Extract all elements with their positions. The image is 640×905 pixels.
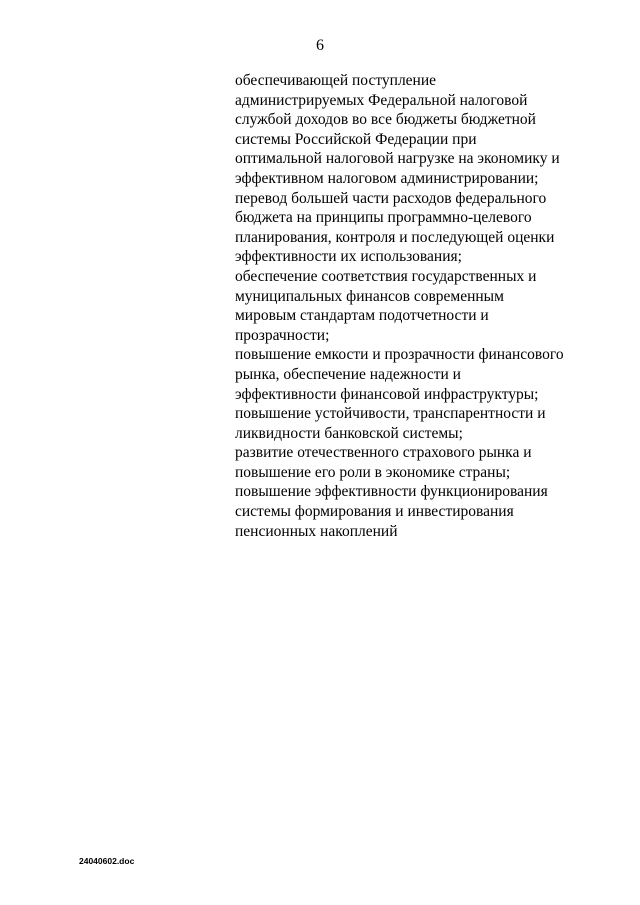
text-line: эффективности их использования; <box>235 248 462 266</box>
text-line: рынка, обеспечение надежности и <box>235 365 461 383</box>
page-number: 6 <box>316 37 324 54</box>
text-line: повышение устойчивости, транспарентности и <box>235 405 546 423</box>
text-line: ликвидности банковской системы; <box>235 424 463 442</box>
text-line: обеспечение соответствия государственных и <box>235 267 537 285</box>
text-line: мировым стандартам подотчетности и <box>235 307 489 325</box>
text-line: планирования, контроля и последующей оценки <box>235 228 555 246</box>
text-line: развитие отечественного страхового рынка и <box>235 444 532 462</box>
text-line: эффективности финансовой инфраструктуры; <box>235 385 539 403</box>
text-line: системы формирования и инвестирования <box>235 503 514 521</box>
text-line: повышение его роли в экономике страны; <box>235 463 511 481</box>
text-line: бюджета на принципы программно-целевого <box>235 209 532 227</box>
text-line: службой доходов во все бюджеты бюджетной <box>235 111 536 129</box>
text-line: оптимальной налоговой нагрузке на экономику и <box>235 150 560 168</box>
text-line: обеспечивающей поступление <box>235 72 437 89</box>
text-line: администрируемых Федеральной налоговой <box>235 91 528 109</box>
document-filename: 24040602.doc <box>79 856 135 866</box>
text-line: повышение эффективности функционирования <box>235 483 548 501</box>
text-line: прозрачности; <box>235 326 330 344</box>
body-text <box>235 71 615 541</box>
text-line: повышение емкости и прозрачности финансового <box>235 346 564 364</box>
text-line: пенсионных накоплений <box>235 522 398 540</box>
text-line: системы Российской Федерации при <box>235 130 477 148</box>
text-line: перевод большей части расходов федерального <box>235 189 547 207</box>
text-line: муниципальных финансов современным <box>235 287 504 305</box>
text-line: эффективном налоговом администрировании; <box>235 169 539 187</box>
